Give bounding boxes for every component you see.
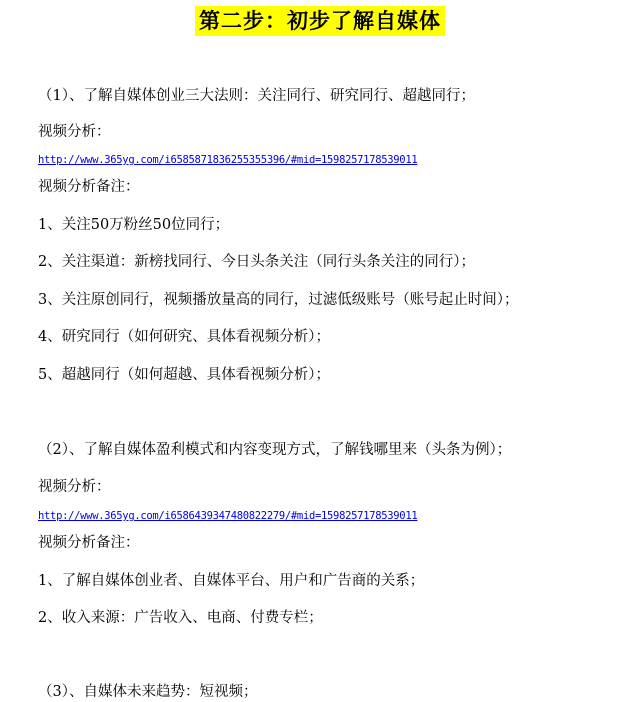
section-2-heading: （2）、了解自媒体盈利模式和内容变现方式，了解钱哪里来（头条为例）；	[38, 442, 512, 458]
section-1-item-4: 4、研究同行（如何研究、具体看视频分析）；	[38, 329, 330, 345]
section-3-heading: （3）、自媒体未来趋势：短视频；	[38, 684, 258, 700]
section-2-video-label: 视频分析：	[38, 479, 111, 495]
section-2-notes-label: 视频分析备注：	[38, 535, 140, 551]
section-2-video-link[interactable]: http://www.365yg.com/i6586439347480822279/#mid=1598257178539011	[38, 510, 418, 522]
section-2-item-2: 2、收入来源：广告收入、电商、付费专栏；	[38, 610, 323, 626]
section-1-heading: （1）、了解自媒体创业三大法则：关注同行、研究同行、超越同行；	[38, 88, 475, 104]
section-2-item-1: 1、了解自媒体创业者、自媒体平台、用户和广告商的关系；	[38, 573, 425, 589]
section-1-video-link[interactable]: http://www.365yg.com/i6585871836255355396/#mid=1598257178539011	[38, 154, 418, 166]
section-1-notes-label: 视频分析备注：	[38, 179, 140, 195]
section-1-item-1: 1、关注50万粉丝50位同行；	[38, 217, 230, 233]
section-1-item-3: 3、关注原创同行，视频播放量高的同行，过滤低级账号（账号起止时间）；	[38, 292, 519, 308]
title-wrap	[0, 6, 640, 36]
page-title: 第二步：初步了解自媒体	[195, 6, 445, 36]
section-1-item-2: 2、关注渠道：新榜找同行、今日头条关注（同行头条关注的同行）；	[38, 254, 475, 270]
section-1-video-label: 视频分析：	[38, 124, 111, 140]
section-1-item-5: 5、超越同行（如何超越、具体看视频分析）；	[38, 367, 330, 383]
